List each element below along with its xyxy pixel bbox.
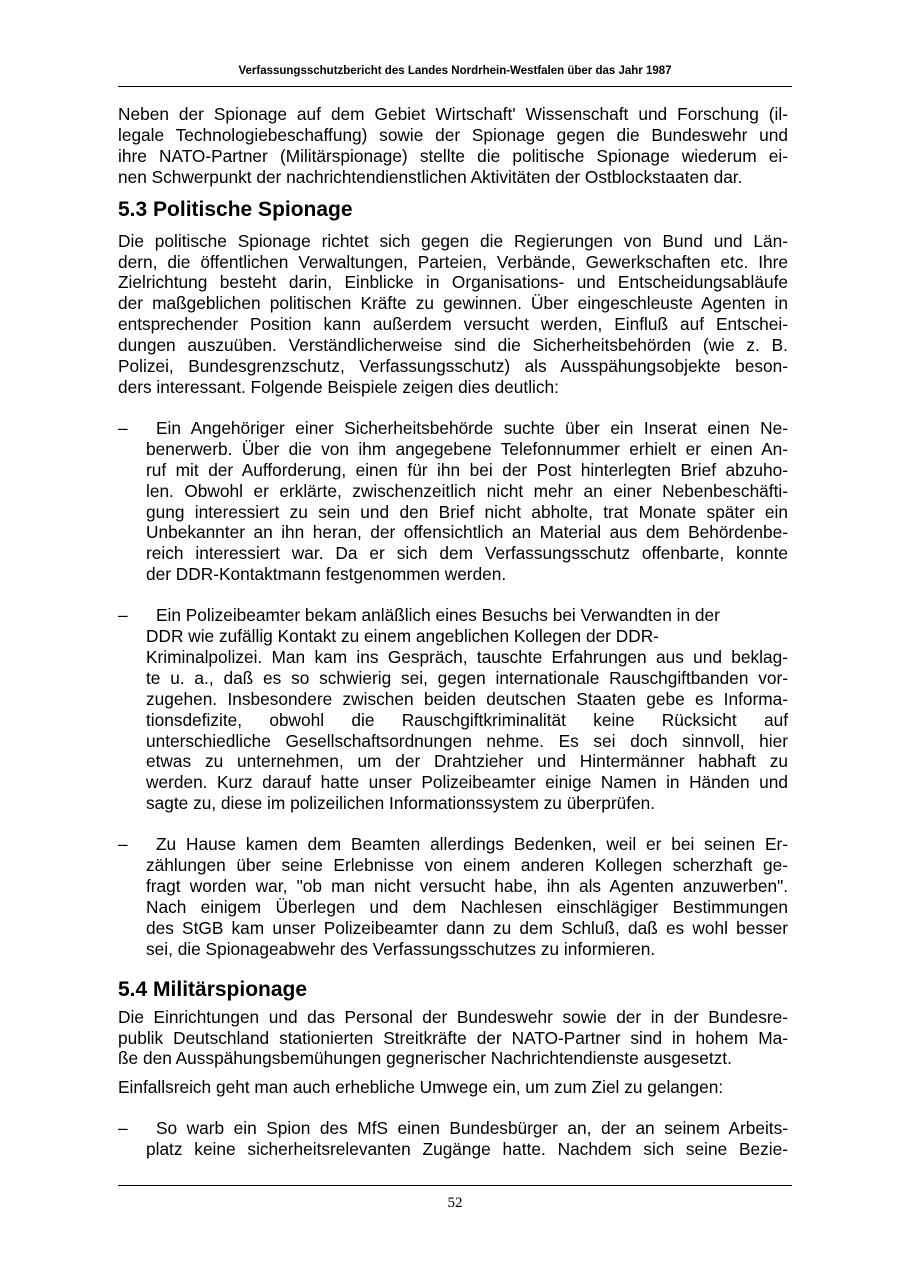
page-number: 52 bbox=[447, 1195, 463, 1211]
text-line: Zielrichtung besteht darin, Einblicke in Organisations- und Entscheidungsabläufe bbox=[118, 272, 788, 293]
text-line: So warb ein Spion des MfS einen Bundesbürger an, der an seinem Arbeits- bbox=[156, 1118, 788, 1139]
text-line: entsprechender Position kann außerdem versucht werden, Einfluß auf Entschei- bbox=[118, 314, 788, 335]
text-line: der DDR-Kontaktmann festgenommen werden. bbox=[146, 564, 507, 585]
document-body bbox=[118, 104, 788, 1160]
text-line: ihre NATO-Partner (Militärspionage) stellte die politische Spionage wiederum ei- bbox=[118, 145, 788, 166]
text-line: publik Deutschland stationierten Streitkräfte der NATO-Partner sind in hohem Ma- bbox=[118, 1027, 788, 1048]
section-5-4-paragraph bbox=[118, 1007, 788, 1070]
text-line: gung interessiert zu sein und den Brief nicht abholte, trat Monate später ein bbox=[146, 501, 788, 522]
text-line: legale Technologiebeschaffung) sowie der Spionage gegen die Bundeswehr und bbox=[118, 124, 788, 145]
dash-bullet: – bbox=[118, 1118, 128, 1139]
text-line: reich interessiert war. Da er sich dem Verfassungsschutz offenbarte, konnte bbox=[146, 543, 788, 564]
dash-bullet: – bbox=[118, 834, 128, 855]
list-item bbox=[118, 834, 788, 959]
text-line: Neben der Spionage auf dem Gebiet Wirtschaft' Wissenschaft und Forschung (il- bbox=[118, 104, 788, 124]
text-line: Unbekannter an ihn heran, der offensichtlich an Material aus dem Behördenbe- bbox=[146, 522, 788, 543]
text-line: ße den Ausspähungsbemühungen gegnerischer Nachrichtendienste ausgesetzt. bbox=[118, 1048, 732, 1069]
text-line: ruf mit der Aufforderung, einen für ihn bei der Post hinterlegten Brief abzuho- bbox=[146, 459, 788, 480]
text-line: fragt worden war, "ob man nicht versucht habe, ihn als Agenten anzuwerben". bbox=[146, 876, 788, 896]
section-heading-5-3: 5.3 Politische Spionage bbox=[118, 197, 353, 221]
text-line: Polizei, Bundesgrenzschutz, Verfassungsschutz) als Ausspähungsobjekte beson- bbox=[118, 356, 788, 377]
text-line: Ein Polizeibeamter bekam anläßlich eines Besuchs bei Verwandten in der bbox=[156, 605, 720, 626]
text-line: tionsdefizite, obwohl die Rauschgiftkriminalität keine Rücksicht auf bbox=[146, 709, 788, 730]
text-line: nen Schwerpunkt der nachrichtendienstlichen Aktivitäten der Ostblockstaaten dar. bbox=[118, 166, 743, 187]
intro-paragraph bbox=[118, 104, 788, 188]
text-line: sei, die Spionageabwehr des Verfassungsschutzes zu informieren. bbox=[146, 938, 656, 959]
text-line: Zu Hause kamen dem Beamten allerdings Bedenken, weil er bei seinen Er- bbox=[156, 834, 788, 855]
text-line: len. Obwohl er erklärte, zwischenzeitlich nicht mehr an einer Nebenbeschäfti- bbox=[146, 480, 788, 501]
text-line: zählungen über seine Erlebnisse von einem anderen Kollegen scherzhaft ge- bbox=[146, 855, 788, 876]
text-line: dern, die öffentlichen Verwaltungen, Parteien, Verbände, Gewerkschaften etc. Ihre bbox=[118, 251, 788, 272]
text-line: etwas zu unternehmen, um der Drahtzieher und Hintermänner habhaft zu bbox=[146, 751, 788, 772]
header-divider bbox=[118, 86, 792, 87]
text-line: Kriminalpolizei. Man kam ins Gespräch, tauschte Erfahrungen aus und beklag- bbox=[146, 646, 788, 667]
text-line: platz keine sicherheitsrelevanten Zugänge hatte. Nachdem sich seine Bezie- bbox=[146, 1139, 788, 1160]
text-line: werden. Kurz darauf hatte unser Polizeibeamter einige Namen in Händen und bbox=[146, 772, 788, 793]
text-line: Ein Angehöriger einer Sicherheitsbehörde suchte über ein Inserat einen Ne- bbox=[156, 417, 788, 438]
text-line: Die politische Spionage richtet sich gegen die Regierungen von Bund und Län- bbox=[118, 230, 788, 251]
text-line: Einfallsreich geht man auch erhebliche Umwege ein, um zum Ziel zu gelangen: bbox=[118, 1077, 724, 1098]
text-line: zugehen. Insbesondere zwischen beiden deutschen Staaten gebe es Informa- bbox=[146, 688, 788, 709]
section-5-4-paragraph-2 bbox=[118, 1077, 788, 1098]
text-line: Die Einrichtungen und das Personal der Bundeswehr sowie der in der Bundesre- bbox=[118, 1006, 788, 1027]
text-line: benerwerb. Über die von ihm angegebene Telefonnummer erhielt er einen An- bbox=[146, 438, 788, 459]
list-item bbox=[118, 605, 788, 814]
text-line: DDR wie zufällig Kontakt zu einem angeblichen Kollegen der DDR- bbox=[146, 626, 659, 647]
text-line: der maßgeblichen politischen Kräfte zu gewinnen. Über eingeschleuste Agenten in bbox=[118, 293, 788, 314]
text-line: Nach einigem Überlegen und dem Nachlesen einschlägiger Bestimmungen bbox=[146, 896, 788, 917]
section-heading-5-4: 5.4 Militärspionage bbox=[118, 977, 308, 1001]
text-line: unterschiedliche Gesellschaftsordnungen nehme. Es sei doch sinnvoll, hier bbox=[146, 730, 788, 751]
running-header: Verfassungsschutzbericht des Landes Nordrhein-Westfalen über das Jahr 1987 bbox=[238, 65, 672, 77]
list-item bbox=[118, 418, 788, 585]
list-item bbox=[118, 1118, 788, 1160]
dash-bullet: – bbox=[118, 605, 128, 626]
text-line: te u. a., daß es so schwierig sei, gegen internationale Rauschgiftbanden vor- bbox=[146, 667, 788, 688]
section-5-3-paragraph bbox=[118, 231, 788, 398]
text-line: sagte zu, diese im polizeilichen Informationssystem zu überprüfen. bbox=[146, 793, 656, 814]
text-line: dungen auszuüben. Verständlicherweise sind die Sicherheitsbehörden (wie z. B. bbox=[118, 335, 788, 356]
text-line: ders interessant. Folgende Beispiele zeigen dies deutlich: bbox=[118, 376, 559, 397]
footer-divider bbox=[118, 1185, 792, 1186]
dash-bullet: – bbox=[118, 417, 128, 438]
text-line: des StGB kam unser Polizeibeamter dann zu dem Schluß, daß es wohl besser bbox=[146, 917, 788, 938]
